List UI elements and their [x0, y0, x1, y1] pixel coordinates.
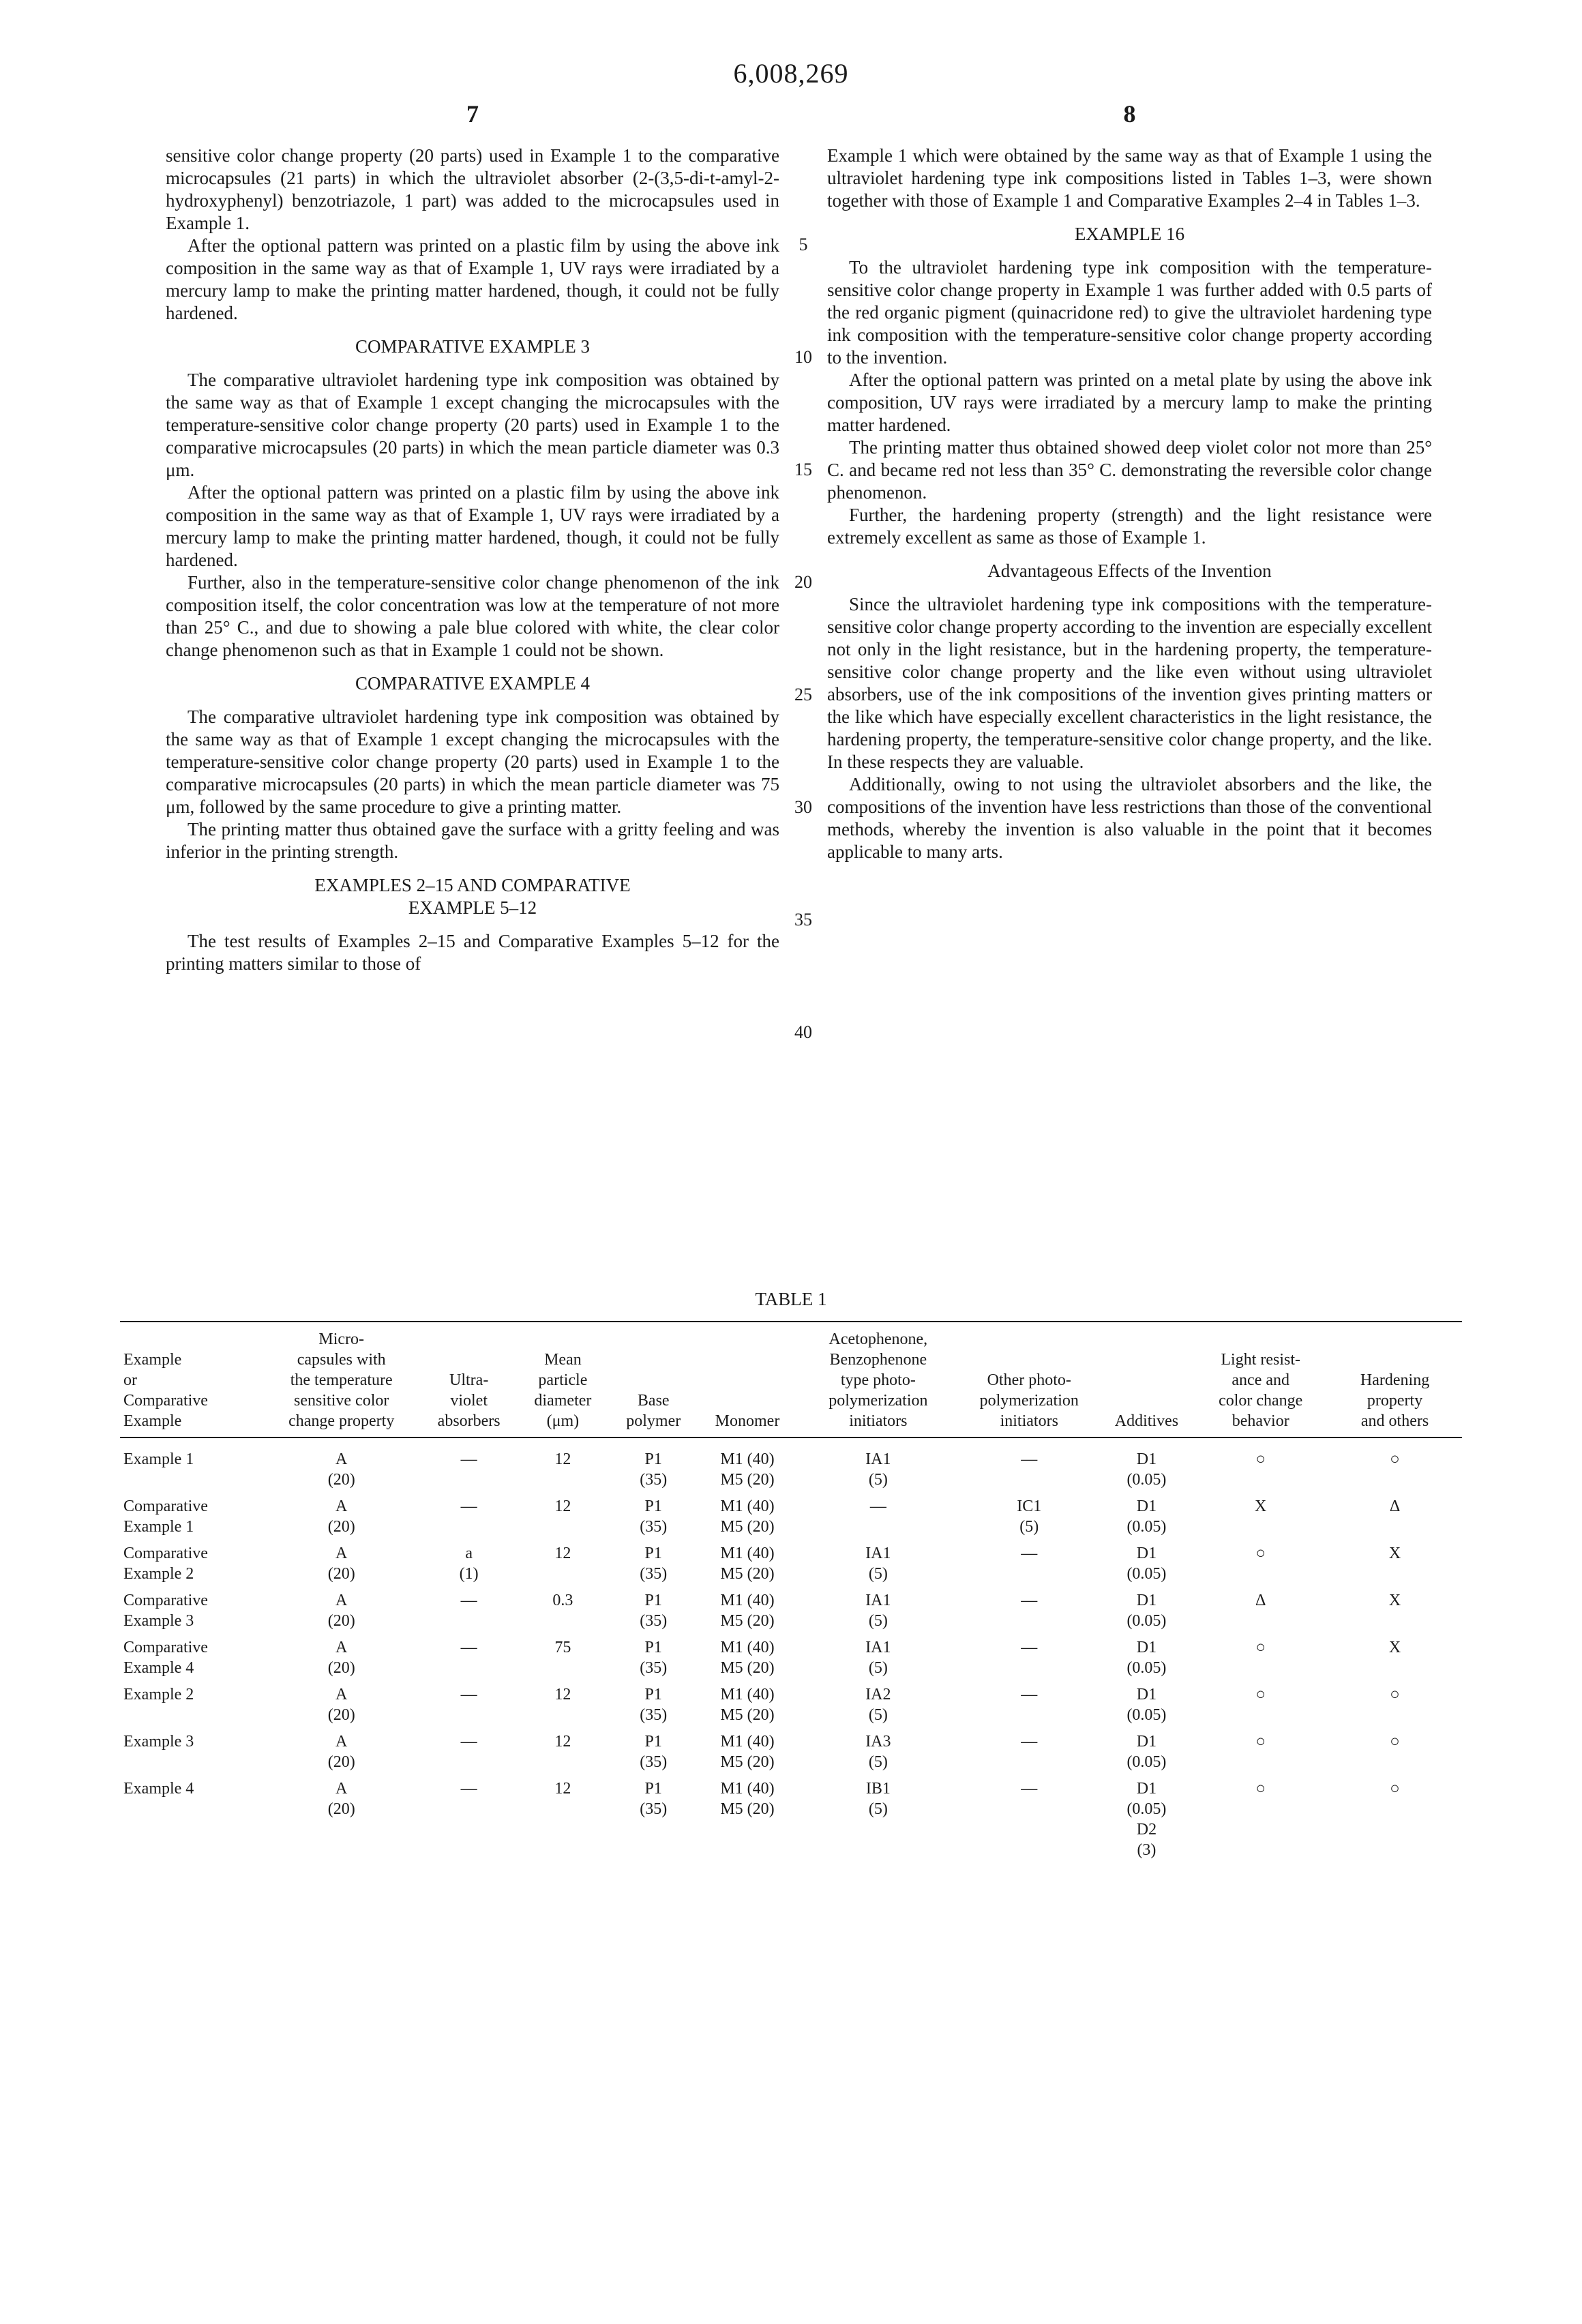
- table-cell: ○: [1255, 1639, 1266, 1656]
- table-cell: 0.3: [552, 1592, 573, 1609]
- table-cell: A (20): [327, 1780, 355, 1818]
- table-cell: IA1 (5): [865, 1545, 891, 1583]
- table-row: [120, 1537, 1462, 1584]
- paragraph: sensitive color change property (20 parts) used in Example 1 to the comparative microcapsules (21 parts) in which the ultraviolet absorber (2-(3,5-di-t-amyl-2-hydroxyphenyl) benzotriazole, 1 part) was added to the microcapsules used in Example 1.: [166, 145, 779, 233]
- table-cell: —: [1021, 1639, 1038, 1656]
- table-column-header: Monomer: [697, 1322, 798, 1437]
- line-number: 5: [799, 235, 808, 254]
- table-cell: A (20): [327, 1545, 355, 1583]
- table-cell: —: [869, 1498, 886, 1515]
- column-number-right: 8: [1123, 100, 1136, 128]
- paragraph: Additionally, owing to not using the ultraviolet absorbers and the like, the compositions of the invention have less restrictions than those of the conventional methods, whereby the invention is also valuable in the point that it becomes applicable to many arts.: [827, 774, 1432, 862]
- paragraph: Further, the hardening property (strength) and the light resistance were extremely excellent as same as those of Example 1.: [827, 505, 1432, 548]
- section-heading: COMPARATIVE EXAMPLE 4: [355, 673, 591, 694]
- table-cell: Comparative Example 2: [123, 1545, 208, 1583]
- table-cell: IC1 (5): [1017, 1498, 1042, 1536]
- table-column-header: Ultra- violet absorbers: [422, 1322, 516, 1437]
- table-cell: P1 (35): [640, 1545, 668, 1583]
- table-cell: D1 (0.05): [1126, 1450, 1167, 1489]
- table-column-header: Mean particle diameter (μm): [516, 1322, 610, 1437]
- table-cell: D1 (0.05): [1126, 1686, 1167, 1724]
- table-1-block: [120, 1289, 1462, 1860]
- table-cell: ○: [1255, 1686, 1266, 1703]
- table-cell: ○: [1255, 1780, 1266, 1798]
- table-cell: ○: [1255, 1545, 1266, 1562]
- patent-number: 6,008,269: [733, 58, 849, 89]
- table-row: [120, 1678, 1462, 1725]
- table-cell: IA1 (5): [865, 1592, 891, 1630]
- table-cell: Comparative Example 1: [123, 1498, 208, 1536]
- table-header-row: [120, 1322, 1462, 1437]
- table-cell: —: [460, 1733, 477, 1751]
- table-cell: —: [460, 1498, 477, 1515]
- table-cell: Example 4: [123, 1780, 194, 1798]
- table-cell: A (20): [327, 1686, 355, 1724]
- table-cell: 12: [554, 1780, 571, 1798]
- table-cell: M1 (40) M5 (20): [720, 1733, 775, 1771]
- table-cell: M1 (40) M5 (20): [720, 1592, 775, 1630]
- section-heading: EXAMPLES 2–15 AND COMPARATIVE EXAMPLE 5–12: [314, 875, 631, 918]
- table-cell: A (20): [327, 1733, 355, 1771]
- table-cell: Example 1: [123, 1450, 194, 1468]
- table-cell: A (20): [327, 1639, 355, 1677]
- table-cell: —: [1021, 1780, 1038, 1798]
- table-row: [120, 1490, 1462, 1537]
- table-cell: —: [1021, 1450, 1038, 1468]
- table-row: [120, 1725, 1462, 1772]
- table-cell: X: [1388, 1592, 1401, 1609]
- paragraph: Further, also in the temperature-sensitive color change phenomenon of the ink composition itself, the color concentration was low at the temperature of not more than 25° C., and due to showing a pale blue colored with white, the clear color change phenomenon such as that in Example 1 could not be shown.: [166, 572, 779, 660]
- table-cell: M1 (40) M5 (20): [720, 1780, 775, 1818]
- paragraph: After the optional pattern was printed on a metal plate by using the above ink composition, UV rays were irradiated by a mercury lamp to make the printing matter hardened.: [827, 370, 1432, 435]
- table-column-header: Additives: [1100, 1322, 1194, 1437]
- table-cell: IA1 (5): [865, 1639, 891, 1677]
- table-column-header: Light resist- ance and color change behavior: [1193, 1322, 1328, 1437]
- table-cell: M1 (40) M5 (20): [720, 1686, 775, 1724]
- table-cell: D1 (0.05): [1126, 1639, 1167, 1677]
- paragraph: Since the ultraviolet hardening type ink compositions with the temperature-sensitive color change property according to the invention are especially excellent not only in the light resistance, but in the hardening property, the temperature-sensitive color change property and the like even without using ultraviolet absorbers, use of the ink compositions of the invention gives printing matters or the like which have especially excellent characteristics in the light resistance, the hardening property, the temperature-sensitive color change property, and the like. In these respects they are valuable.: [827, 594, 1432, 772]
- table-cell: —: [460, 1592, 477, 1609]
- line-number: 15: [794, 460, 812, 479]
- table-cell: —: [460, 1639, 477, 1656]
- table-cell: 12: [554, 1450, 571, 1468]
- table-cell: X: [1388, 1545, 1401, 1562]
- table-cell: X: [1255, 1498, 1267, 1515]
- column-8-text: [827, 145, 1432, 863]
- line-number: 25: [794, 685, 812, 704]
- paragraph: The comparative ultraviolet hardening type ink composition was obtained by the same way as that of Example 1 except changing the microcapsules with the temperature-sensitive color change property (20 parts) used in Example 1 to the comparative microcapsules (20 parts) in which the mean particle diameter was 0.3 μm.: [166, 370, 779, 480]
- table-column-header: Micro- capsules with the temperature sensitive color change property: [261, 1322, 422, 1437]
- section-heading: Advantageous Effects of the Invention: [987, 561, 1272, 581]
- table-cell: X: [1388, 1639, 1401, 1656]
- table-cell: D1 (0.05): [1126, 1545, 1167, 1583]
- table-cell: P1 (35): [640, 1686, 668, 1724]
- table-1: [120, 1321, 1462, 1860]
- table-cell: —: [1021, 1545, 1038, 1562]
- table-cell: ○: [1390, 1780, 1400, 1798]
- table-row: [120, 1437, 1462, 1490]
- table-cell: D1 (0.05): [1126, 1733, 1167, 1771]
- section-heading: COMPARATIVE EXAMPLE 3: [355, 336, 591, 357]
- line-number: 10: [794, 347, 812, 367]
- table-cell: ○: [1255, 1450, 1266, 1468]
- table-cell: ○: [1390, 1686, 1400, 1703]
- table-cell: IA1 (5): [865, 1450, 891, 1489]
- table-column-header: Example or Comparative Example: [120, 1322, 261, 1437]
- paragraph: The printing matter thus obtained showed deep violet color not more than 25° C. and became red not less than 35° C. demonstrating the reversible color change phenomenon.: [827, 437, 1432, 503]
- table-cell: Δ: [1255, 1592, 1266, 1609]
- table-cell: A (20): [327, 1498, 355, 1536]
- line-number: 35: [794, 910, 812, 929]
- table-column-header: Acetophenone, Benzophenone type photo- polymerization initiators: [798, 1322, 959, 1437]
- table-cell: A (20): [327, 1592, 355, 1630]
- table-cell: 75: [554, 1639, 571, 1656]
- table-cell: M1 (40) M5 (20): [720, 1450, 775, 1489]
- column-number-left: 7: [466, 100, 479, 128]
- table-cell: —: [460, 1686, 477, 1703]
- table-cell: ○: [1390, 1733, 1400, 1751]
- table-cell: P1 (35): [640, 1498, 668, 1536]
- table-row: [120, 1631, 1462, 1678]
- table-cell: Example 3: [123, 1733, 194, 1751]
- paragraph: The printing matter thus obtained gave the surface with a gritty feeling and was inferior in the printing strength.: [166, 819, 779, 862]
- table-cell: D1 (0.05): [1126, 1498, 1167, 1536]
- table-cell: a (1): [459, 1545, 479, 1583]
- table-cell: IA2 (5): [865, 1686, 891, 1724]
- table-cell: P1 (35): [640, 1733, 668, 1771]
- table-cell: 12: [554, 1733, 571, 1751]
- table-cell: P1 (35): [640, 1592, 668, 1630]
- table-cell: D1 (0.05) D2 (3): [1126, 1780, 1167, 1859]
- line-number: 20: [794, 572, 812, 592]
- table-cell: Example 2: [123, 1686, 194, 1703]
- column-7-text: [166, 145, 779, 975]
- section-heading: EXAMPLE 16: [1074, 224, 1185, 244]
- table-1-caption: TABLE 1: [755, 1289, 827, 1309]
- table-cell: P1 (35): [640, 1450, 668, 1489]
- table-cell: 12: [554, 1498, 571, 1515]
- line-number: 40: [794, 1022, 812, 1042]
- table-cell: Comparative Example 4: [123, 1639, 208, 1677]
- table-cell: P1 (35): [640, 1780, 668, 1818]
- table-cell: —: [460, 1450, 477, 1468]
- table-cell: P1 (35): [640, 1639, 668, 1677]
- table-cell: —: [1021, 1686, 1038, 1703]
- paragraph: After the optional pattern was printed on a plastic film by using the above ink composition in the same way as that of Example 1, UV rays were irradiated by a mercury lamp to make the printing matter hardened, though, it could not be fully hardened.: [166, 482, 779, 570]
- table-cell: A (20): [327, 1450, 355, 1489]
- table-cell: —: [1021, 1733, 1038, 1751]
- table-cell: M1 (40) M5 (20): [720, 1545, 775, 1583]
- paragraph: To the ultraviolet hardening type ink composition with the temperature-sensitive color change property in Example 1 was further added with 0.5 parts of the red organic pigment (quinacridone red) to give the ultraviolet hardening type ink composition with the temperature-sensitive color change property according to the invention.: [827, 257, 1432, 368]
- table-column-header: Other photo- polymerization initiators: [959, 1322, 1100, 1437]
- table-cell: IA3 (5): [865, 1733, 891, 1771]
- paragraph: After the optional pattern was printed on a plastic film by using the above ink composition in the same way as that of Example 1, UV rays were irradiated by a mercury lamp to make the printing matter hardened, though, it could not be fully hardened.: [166, 235, 779, 323]
- table-row: [120, 1584, 1462, 1631]
- table-cell: 12: [554, 1686, 571, 1703]
- table-cell: 12: [554, 1545, 571, 1562]
- table-cell: Comparative Example 3: [123, 1592, 208, 1630]
- table-cell: —: [460, 1780, 477, 1798]
- table-column-header: Base polymer: [610, 1322, 697, 1437]
- line-number: 30: [794, 797, 812, 817]
- paragraph: Example 1 which were obtained by the same way as that of Example 1 using the ultraviolet hardening type ink compositions listed in Tables 1–3, were shown together with those of Example 1 and Comparative Examples 2–4 in Tables 1–3.: [827, 145, 1432, 211]
- table-cell: M1 (40) M5 (20): [720, 1639, 775, 1677]
- table-cell: ○: [1390, 1450, 1400, 1468]
- table-cell: ○: [1255, 1733, 1266, 1751]
- table-cell: M1 (40) M5 (20): [720, 1498, 775, 1536]
- table-cell: —: [1021, 1592, 1038, 1609]
- paragraph: The comparative ultraviolet hardening type ink composition was obtained by the same way as that of Example 1 except changing the microcapsules with the temperature-sensitive color change property (20 parts) used in Example 1 to the comparative microcapsules (20 parts) in which the mean particle diameter was 75 μm, followed by the same procedure to give a printing matter.: [166, 706, 779, 817]
- table-cell: D1 (0.05): [1126, 1592, 1167, 1630]
- table-cell: Δ: [1389, 1498, 1401, 1515]
- table-cell: IB1 (5): [865, 1780, 891, 1818]
- table-column-header: Hardening property and others: [1328, 1322, 1462, 1437]
- table-row: [120, 1772, 1462, 1860]
- paragraph: The test results of Examples 2–15 and Comparative Examples 5–12 for the printing matters similar to those of: [166, 931, 779, 974]
